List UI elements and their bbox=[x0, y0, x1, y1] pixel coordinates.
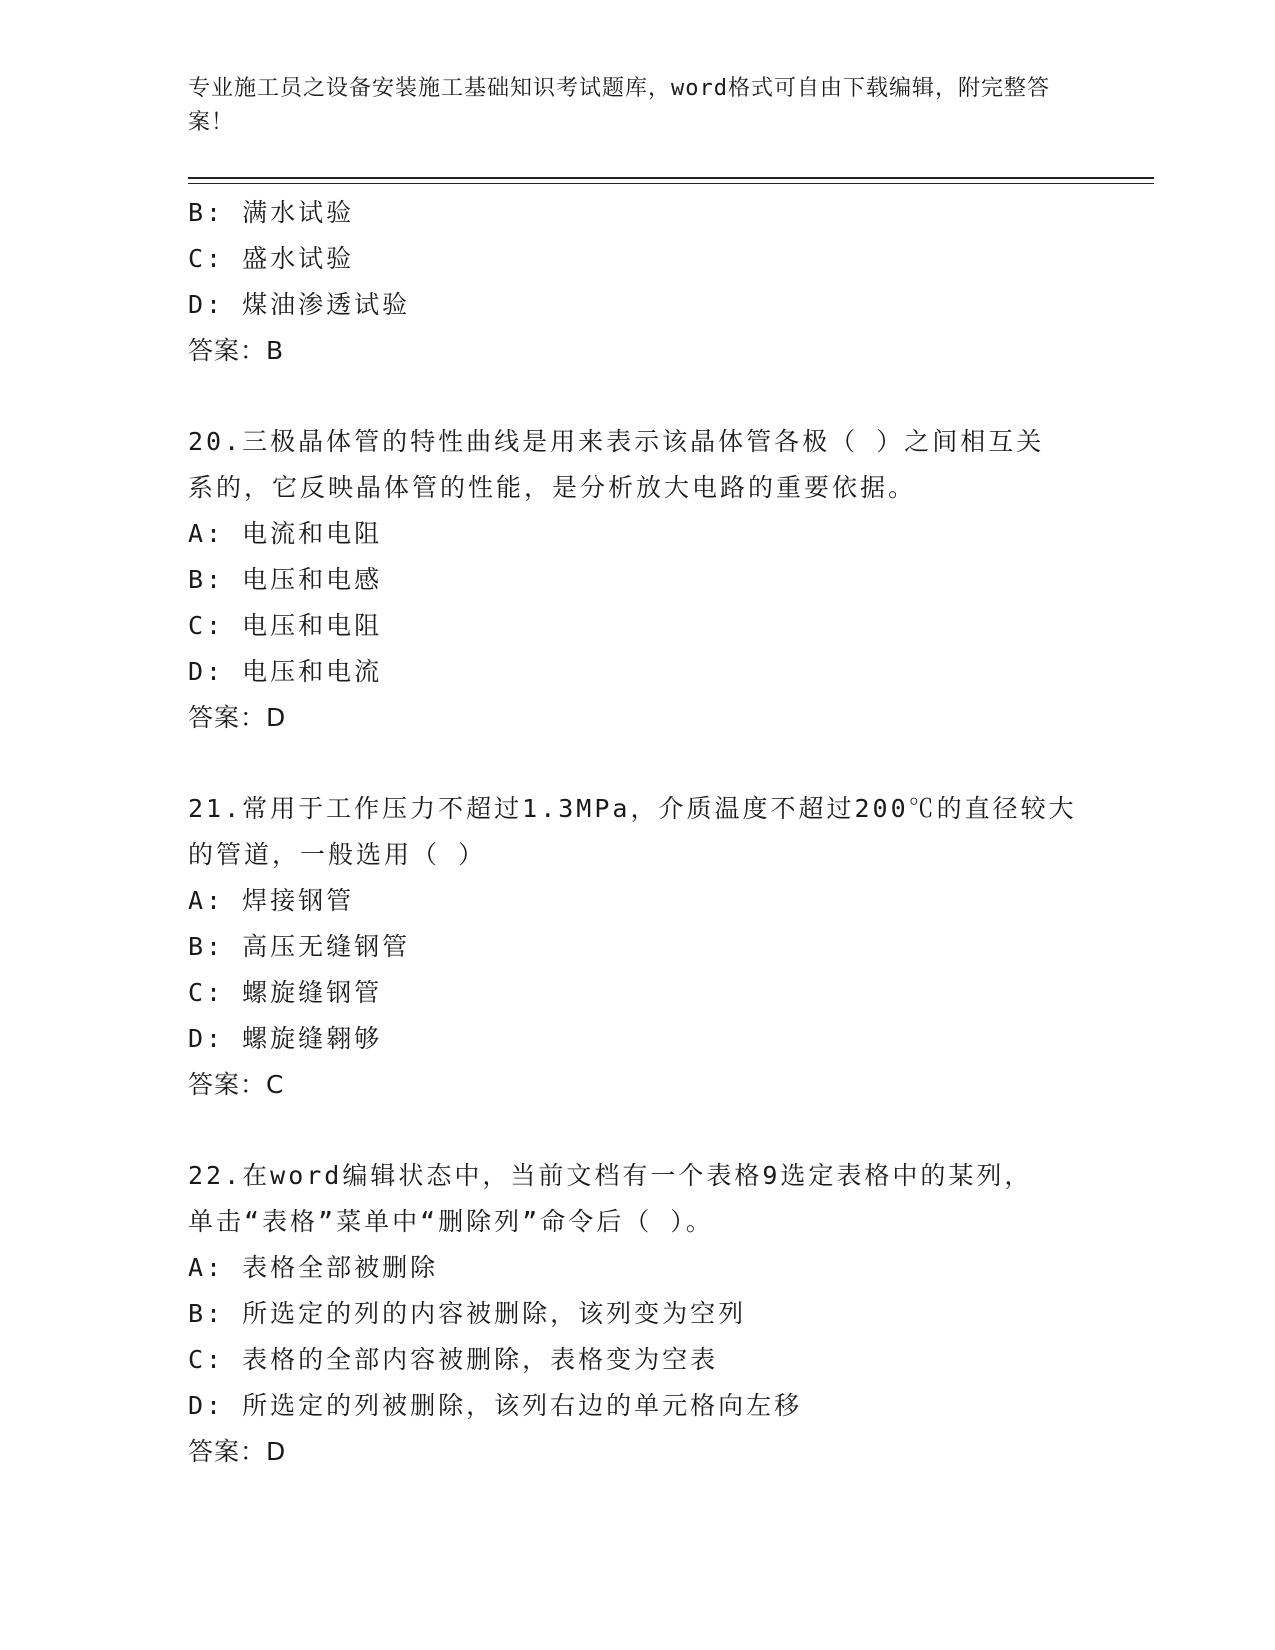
question-text-line: 21.常用于工作压力不超过1.3MPa，介质温度不超过200℃的直径较大 bbox=[188, 794, 1077, 823]
header-rule-thin bbox=[188, 183, 1154, 184]
option-c: C: 电压和电阻 bbox=[188, 611, 383, 640]
header-rule-thick bbox=[188, 177, 1154, 179]
option-d: D: 电压和电流 bbox=[188, 657, 383, 686]
question-text-line: 22.在word编辑状态中，当前文档有一个表格9选定表格中的某列， bbox=[188, 1161, 1033, 1190]
partial-question-19 bbox=[188, 190, 1088, 374]
option-d: D: 煤油渗透试验 bbox=[188, 290, 411, 319]
document-body bbox=[188, 190, 1088, 1475]
answer-line: 答案：B bbox=[188, 336, 285, 365]
question-text-line: 的管道，一般选用（ ） bbox=[188, 840, 487, 869]
question-text-line: 系的，它反映晶体管的性能，是分析放大电路的重要依据。 bbox=[188, 473, 917, 502]
option-d: D: 所选定的列被删除，该列右边的单元格向左移 bbox=[188, 1391, 803, 1420]
option-b: B: 满水试验 bbox=[188, 198, 355, 227]
question-text-line: 20.三极晶体管的特性曲线是用来表示该晶体管各极（ ）之间相互关 bbox=[188, 427, 1045, 456]
option-d: D: 螺旋缝翱够 bbox=[188, 1024, 383, 1053]
option-c: C: 表格的全部内容被删除，表格变为空表 bbox=[188, 1345, 719, 1374]
answer-line: 答案：D bbox=[188, 1437, 287, 1466]
option-b: B: 电压和电感 bbox=[188, 565, 383, 594]
question-text-line: 单击“表格”菜单中“删除列”命令后（ ）。 bbox=[188, 1207, 714, 1236]
option-a: A: 表格全部被删除 bbox=[188, 1253, 439, 1282]
question-22 bbox=[188, 1153, 1088, 1475]
option-a: A: 电流和电阻 bbox=[188, 519, 383, 548]
answer-line: 答案：C bbox=[188, 1070, 285, 1099]
option-a: A: 焊接钢管 bbox=[188, 886, 355, 915]
option-b: B: 所选定的列的内容被删除，该列变为空列 bbox=[188, 1299, 747, 1328]
document-header: 专业施工员之设备安装施工基础知识考试题库，word格式可自由下载编辑，附完整答案！ bbox=[188, 76, 1050, 135]
question-20 bbox=[188, 419, 1088, 741]
option-b: B: 高压无缝钢管 bbox=[188, 932, 411, 961]
option-c: C: 螺旋缝钢管 bbox=[188, 978, 383, 1007]
answer-line: 答案：D bbox=[188, 703, 287, 732]
question-21 bbox=[188, 786, 1088, 1108]
option-c: C: 盛水试验 bbox=[188, 244, 355, 273]
